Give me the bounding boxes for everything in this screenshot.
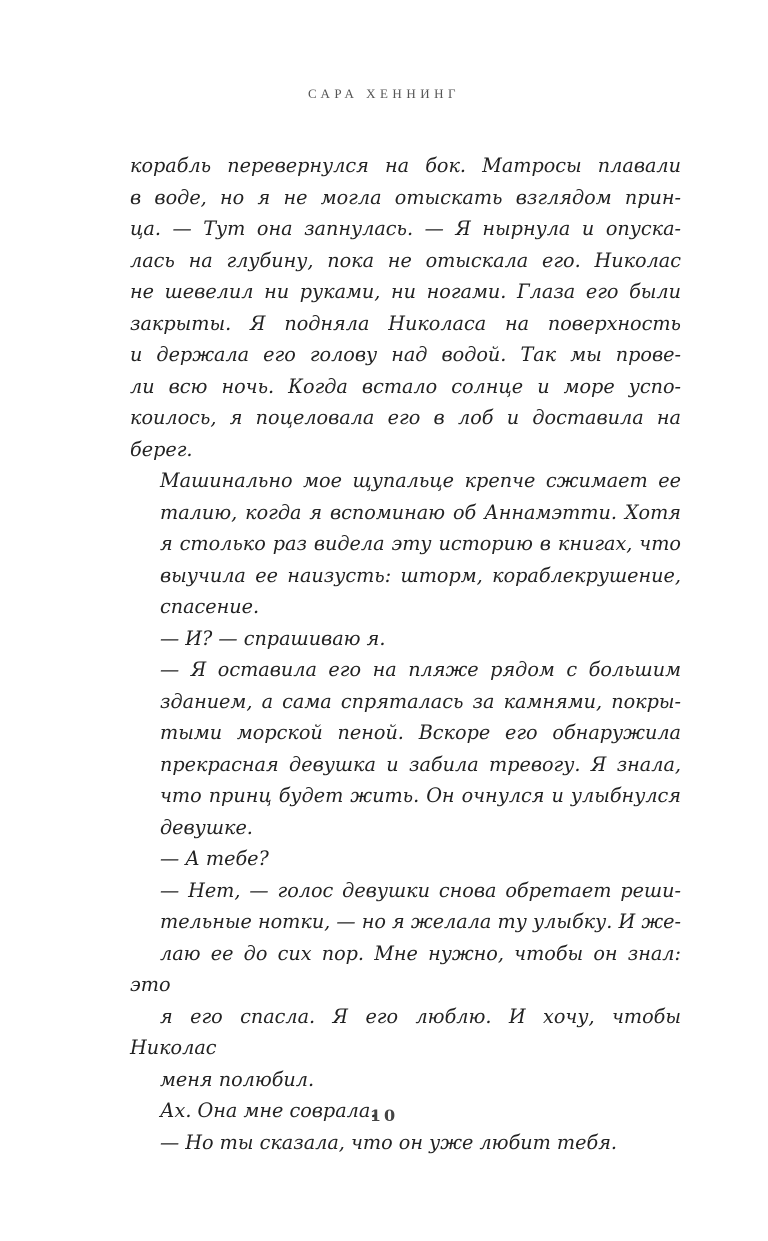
text-line: не шевелил ни руками, ни ногами. Глаза его были (130, 280, 681, 303)
text-line: зданием, а сама спряталась за камнями, покры- (160, 689, 681, 713)
text-line: ли всю ночь. Когда встало солнце и море успо- (130, 374, 681, 398)
text-line: тельные нотки, — но я желала ту улыбку. И же- (160, 910, 681, 933)
text-line: — И? — спрашиваю я. (160, 626, 386, 650)
text-line: Ах. Она мне соврала. (160, 1099, 377, 1122)
text-line: корабль перевернулся на бок. Матросы плавали (130, 154, 681, 177)
text-line: я столько раз видела эту историю в книгах, что (160, 532, 681, 555)
text-line: — Но ты сказала, что он уже любит тебя. (160, 1130, 617, 1154)
text-line: девушке. (160, 815, 253, 839)
text-line: ца. — Тут она запнулась. — Я нырнула и опуска- (130, 217, 681, 240)
running-head-author: САРА ХЕННИНГ (307, 86, 460, 101)
text-line: и держала его голову над водой. Так мы прове- (130, 343, 681, 366)
text-line: коилось, я поцеловала его в лоб и доставила на (130, 406, 681, 429)
text-line: — Я оставила его на пляже рядом с большим (160, 658, 681, 681)
text-line: берег. (130, 437, 193, 461)
text-line: я его спасла. Я его люблю. И хочу, чтобы Николас (130, 1004, 681, 1059)
page-number: 10 (369, 1106, 399, 1125)
text-line: что принц будет жить. Он очнулся и улыбнулся (160, 784, 681, 807)
paragraph (130, 843, 681, 875)
text-line: спасение. (160, 595, 260, 618)
paragraph (130, 654, 681, 843)
body-text (130, 150, 681, 1158)
text-line: закрыты. Я подняла Николаса на поверхность (130, 311, 681, 335)
text-line: прекрасная девушка и забила тревогу. Я знала, (160, 752, 681, 776)
paragraph (130, 465, 681, 623)
paragraph (130, 150, 681, 465)
text-line: Машинально мое щупальце крепче сжимает ее (160, 469, 681, 492)
text-line: выучила ее наизусть: шторм, кораблекрушение, (160, 563, 681, 587)
text-line: лась на глубину, пока не отыскала его. Николас (130, 248, 681, 272)
paragraph (130, 1127, 681, 1159)
paragraph (130, 875, 681, 1096)
text-line: в воде, но я не могла отыскать взглядом прин- (130, 185, 681, 209)
text-line: меня полюбил. (160, 1067, 315, 1091)
text-line: лаю ее до сих пор. Мне нужно, чтобы он знал: это (130, 941, 681, 996)
text-line: тыми морской пеной. Вскоре его обнаружила (160, 721, 681, 744)
text-line: — Нет, — голос девушки снова обретает реши- (160, 878, 681, 902)
text-line: — А тебе? (160, 847, 269, 870)
paragraph (130, 623, 681, 655)
text-line: талию, когда я вспоминаю об Аннамэтти. Хотя (160, 500, 681, 524)
